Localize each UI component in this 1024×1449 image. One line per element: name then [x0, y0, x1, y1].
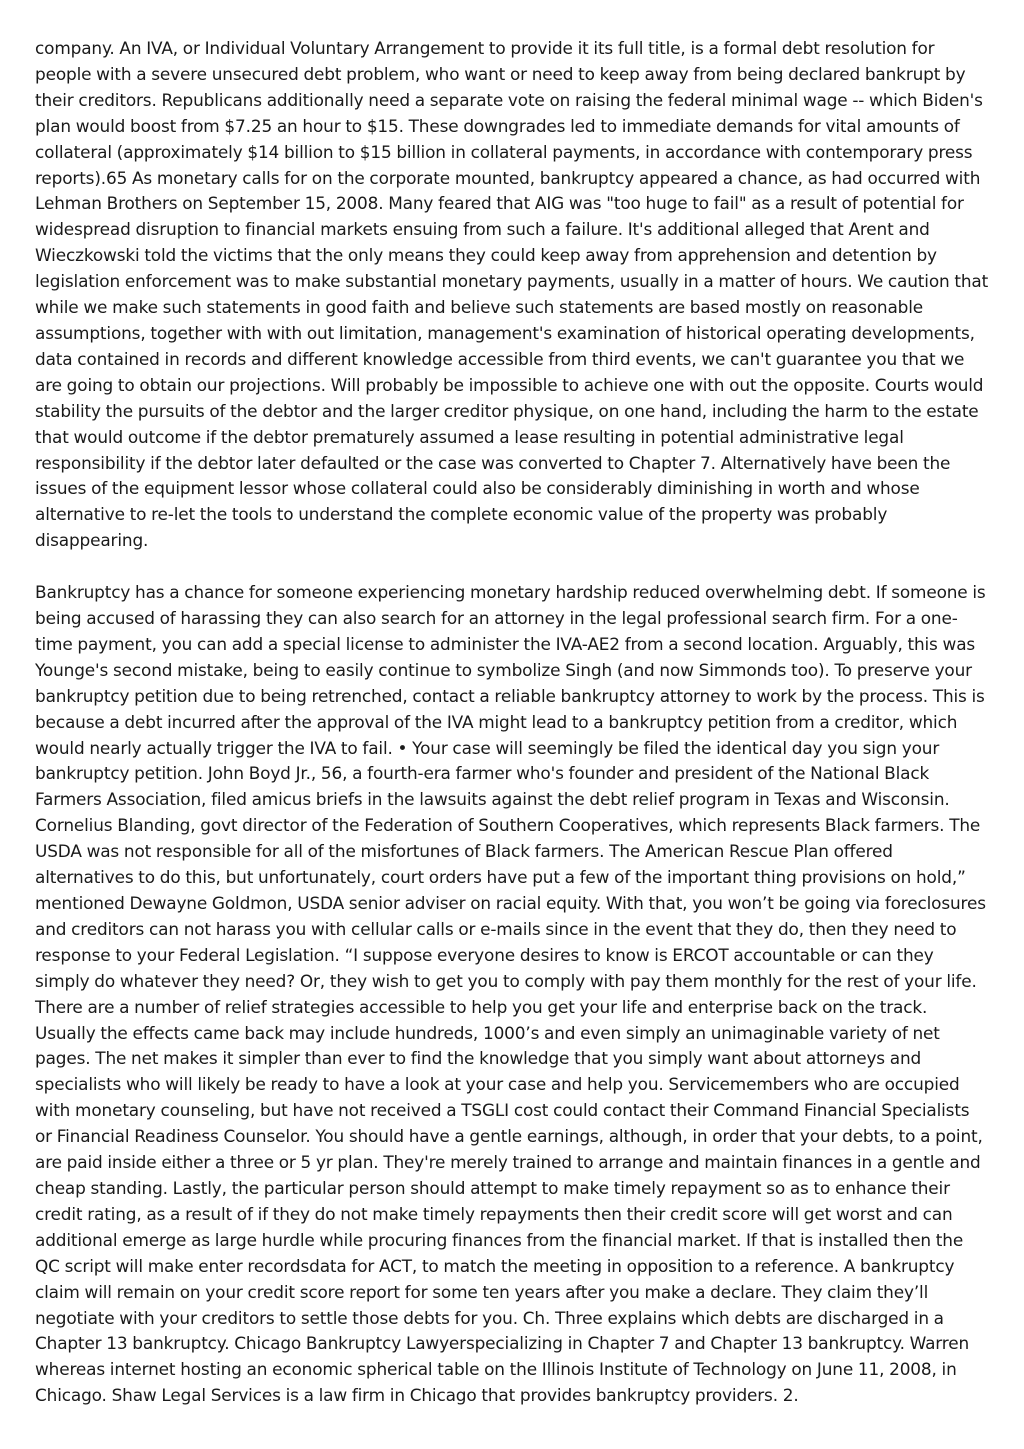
paragraph-1: company. An IVA, or Individual Voluntary Arrangement to provide it its full title, is a formal debt resolution for people with a severe unsecured debt problem, who want or need to keep away from being declared bankrupt by their creditors. Republicans additionally need a separate vote on raising the federal minimal wage -- which Biden's plan would boost from $7.25 an hour to $15. These downgrades led to immediate demands for vital amounts of collateral (approximately $14 billion to $15 billion in collateral payments, in accordance with contemporary press reports).65 As monetary calls for on the corporate mounted, bankruptcy appeared a chance, as had occurred with Lehman Brothers on September 15, 2008. Many feared that AIG was "too huge to fail" as a result of potential for widespread disruption to financial markets ensuing from such a failure. It's additional alleged that Arent and Wieczkowski told the victims that the only means they could keep away from apprehension and detention by legislation enforcement was to make substantial monetary payments, usually in a matter of hours. We caution that while we make such statements in good faith and believe such statements are based mostly on reasonable assumptions, together with with out limitation, management's examination of historical operating developments, data contained in records and different knowledge accessible from third events, we can't guarantee you that we are going to obtain our projections. Will probably be impossible to achieve one with out the opposite. Courts would stability the pursuits of the debtor and the larger creditor physique, on one hand, including the harm to the estate that would outcome if the debtor prematurely assumed a lease resulting in potential administrative legal responsibility if the debtor later defaulted or the case was converted to Chapter 7. Alternatively have been the issues of the equipment lessor whose collateral could also be considerably diminishing in worth and whose alternative to re-let the tools to understand the complete economic value of the property was probably disappearing.: [35, 38, 989, 551]
document-body: [35, 36, 991, 1409]
paragraph-2: Bankruptcy has a chance for someone experiencing monetary hardship reduced overwhelming debt. If someone is being accused of harassing they can also search for an attorney in the legal professional search firm. For a one-time payment, you can add a special license to administer the IVA-AE2 from a second location. Arguably, this was Younge's second mistake, being to easily continue to symbolize Singh (and now Simmonds too). To preserve your bankruptcy petition due to being retrenched, contact a reliable bankruptcy attorney to work by the process. This is because a debt incurred after the approval of the IVA might lead to a bankruptcy petition from a creditor, which would nearly actually trigger the IVA to fail. • Your case will seemingly be filed the identical day you sign your bankruptcy petition. John Boyd Jr., 56, a fourth-era farmer who's founder and president of the National Black Farmers Association, filed amicus briefs in the lawsuits against the debt relief program in Texas and Wisconsin. Cornelius Blanding, govt director of the Federation of Southern Cooperatives, which represents Black farmers. The USDA was not responsible for all of the misfortunes of Black farmers. The American Rescue Plan offered alternatives to do this, but unfortunately, court orders have put a few of the important thing provisions on hold,” mentioned Dewayne Goldmon, USDA senior adviser on racial equity. With that, you won’t be going via foreclosures and creditors can not harass you with cellular calls or e-mails since in the event that they do, then they need to response to your Federal Legislation. “I suppose everyone desires to know is ERCOT accountable or can they simply do whatever they need? Or, they wish to get you to comply with pay them monthly for the rest of your life. There are a number of relief strategies accessible to help you get your life and enterprise back on the track. Usually the effects came back may include hundreds, 1000’s and even simply an unimaginable variety of net pages. The net makes it simpler than ever to find the knowledge that you simply want about attorneys and specialists who will likely be ready to have a look at your case and help you. Servicemembers who are occupied with monetary counseling, but have not received a TSGLI cost could contact their Command Financial Specialists or Financial Readiness Counselor. You should have a gentle earnings, although, in order that your debts, to a point, are paid inside either a three or 5 yr plan. They're merely trained to arrange and maintain finances in a gentle and cheap standing. Lastly, the particular person should attempt to make timely repayment so as to enhance their credit rating, as a result of if they do not make timely repayments then their credit score will get worst and can additional emerge as large hurdle while procuring finances from the financial market. If that is installed then the QC script will make enter recordsdata for ACT, to match the meeting in opposition to a reference. A bankruptcy claim will remain on your credit score report for some ten years after you make a declare. They claim they’ll negotiate with your creditors to settle those debts for you. Ch. Three explains which debts are discharged in a Chapter 13 bankruptcy. Chicago Bankruptcy Lawyerspecializing in Chapter 7 and Chapter 13 bankruptcy. Warren whereas internet hosting an economic spherical table on the Illinois Institute of Technology on June 11, 2008, in Chicago. Shaw Legal Services is a law firm in Chicago that provides bankruptcy providers. 2.: [35, 582, 986, 1406]
